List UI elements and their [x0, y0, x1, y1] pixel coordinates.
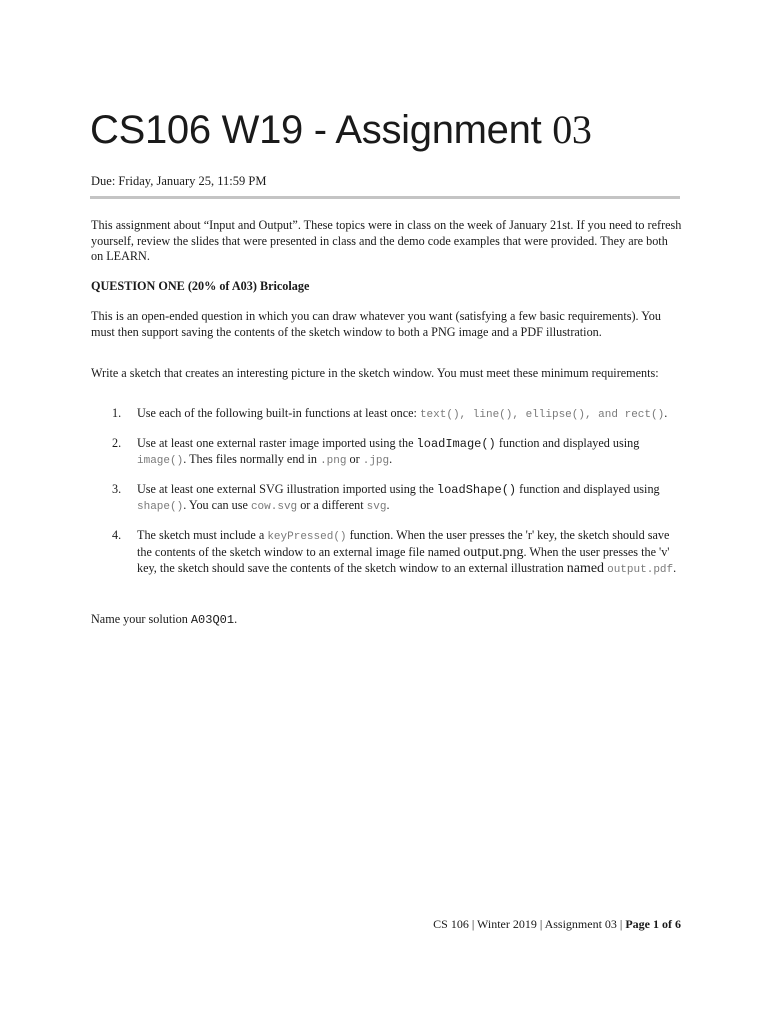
title-number: 03 — [552, 107, 592, 152]
solution-name-line — [91, 612, 237, 627]
code-snippet: .jpg — [362, 455, 390, 467]
question-paragraph-1: This is an open-ended question in which you can draw whatever you want (satisfying a few basic requirements). You must then support saving the contents of the sketch window to both a PNG image and a PDF illustration. — [91, 309, 661, 339]
solution-code-name: A03Q01 — [190, 613, 235, 627]
requirement-item-4 — [91, 528, 683, 579]
code-snippet: shape() — [137, 501, 184, 513]
requirement-text: . You can use — [183, 498, 251, 512]
footer-text: CS 106 | Winter 2019 | Assignment 03 | — [433, 917, 626, 931]
page-number: Page 1 of 6 — [625, 917, 681, 931]
requirement-text: function and displayed using — [495, 435, 640, 450]
code-snippet: output.pdf — [607, 563, 674, 576]
question-paragraph-2: Write a sketch that creates an interesting picture in the sketch window. You must meet these minimum requirements: — [91, 366, 659, 380]
requirement-text: Use each of the following built-in functions at least once: — [137, 406, 420, 420]
code-snippet: image() — [137, 455, 184, 467]
page-title — [90, 106, 592, 153]
question-heading: QUESTION ONE (20% of A03) Bricolage — [91, 279, 310, 293]
requirement-text: or a different — [297, 498, 367, 512]
title-main: CS106 W19 - Assignment — [90, 108, 553, 152]
requirement-number: 2. — [112, 435, 122, 450]
requirement-text: . Thes files normally end in — [183, 452, 321, 466]
requirement-text: Use at least one external raster image imported using the — [137, 435, 417, 450]
requirement-number: 1. — [112, 406, 122, 420]
code-snippet: loadImage() — [416, 436, 496, 451]
requirement-item-1 — [91, 406, 683, 424]
requirement-text: or — [346, 452, 363, 466]
title-divider — [90, 196, 680, 199]
due-date: Due: Friday, January 25, 11:59 PM — [91, 174, 267, 188]
code-snippet: svg — [366, 501, 387, 513]
requirement-text: . — [664, 406, 668, 420]
requirement-text: Use at least one external SVG illustration imported using the — [137, 481, 437, 496]
code-snippet: cow.svg — [250, 501, 298, 513]
intro-paragraph: This assignment about “Input and Output”. These topics were in class on the week of January 21st. If you need to refresh yourself, review the slides that were presented in class and the demo code examples that were provided. They are both on LEARN. — [91, 218, 682, 263]
requirement-text: . When the user presses the 'v' key, the sketch should save the contents of the sketch window to an external illustration — [137, 545, 670, 575]
requirement-number: 3. — [112, 481, 122, 496]
code-snippet: keyPressed() — [267, 530, 347, 543]
requirement-text: The sketch must include a — [137, 527, 268, 542]
code-snippet: .png — [320, 455, 347, 467]
code-snippet: text(), line(), ellipse(), and rect() — [419, 409, 665, 421]
code-snippet: loadShape() — [436, 482, 517, 497]
page-footer — [433, 917, 681, 932]
emphasized-filename: output.png — [463, 545, 524, 560]
requirement-text: . — [386, 498, 390, 512]
requirements-list — [91, 406, 683, 590]
name-prefix: Name your solution — [91, 612, 191, 626]
requirement-item-3 — [91, 482, 683, 516]
requirement-text: function and displayed using — [516, 481, 660, 496]
name-suffix: . — [234, 612, 238, 626]
requirement-text: function. When the user presses the 'r' key, the sketch should save the contents of the sketch window to an external image file named — [137, 527, 670, 559]
requirement-text: . — [389, 452, 393, 466]
requirement-number: 4. — [112, 527, 122, 542]
requirement-text: . — [673, 560, 677, 575]
requirement-item-2 — [91, 436, 683, 470]
emphasized-word: named — [566, 560, 605, 576]
